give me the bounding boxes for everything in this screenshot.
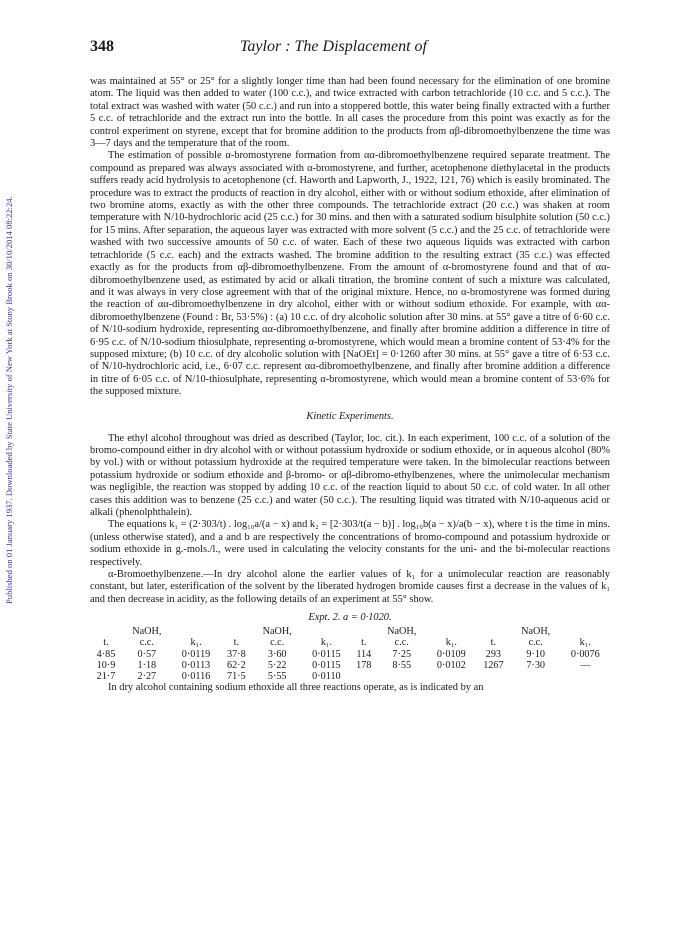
- table-cell: 178: [356, 659, 372, 671]
- table-cell: 293: [485, 648, 502, 660]
- body-paragraph: The ethyl alcohol throughout was dried as described (Taylor, loc. cit.). In each experiment, 100 c.c. of a solution of the bromo-compound either in dry alcohol with or without potassium hydroxide or sodium ethoxide, or in aqueous alcohol (80% by vol.) with or without potassium hydroxide at the required temperature were taken. In the bimolecular reactions between potassium hydroxide or sodium ethoxide and β-bromo- or αβ-dibromo-ethylbenzenes, where the unimolecular mechanism was negligible, the reaction was stopped by adding 10 c.c. of the reaction liquid to about 50 c.c. of cold water. In all other cases this addition was to benzene (25 c.c.) and water (50 c.c.). The resulting liquid was titrated with N/10-aqueous acid or alkali (phenolphthalein).: [90, 432, 610, 518]
- table-header-row: [90, 626, 610, 637]
- article-body: [90, 76, 610, 695]
- table-cell: 21·7: [96, 671, 116, 683]
- column-header: [427, 626, 476, 637]
- table-cell: 0·0102: [436, 659, 466, 671]
- body-paragraph: The estimation of possible α-bromostyrene formation from αα-dibromoethylbenzene required separate treatment. The compound as prepared was always associated with α-bromostyrene, and further, acetophenone diethylacetal in the products suffers ready acid hydrolysis to acetophenone (cf. Haworth and Lapworth, J., 1922, 121, 76) which is easily brominated. The procedure was to extract the products of reaction in dry alcohol, either with or without sodium ethoxide, after elimination of two bromine atoms, exactly as with the other three compounds. The tetrachloride extract (20 c.c.) was shaken at room temperature with N/10-hydrochloric acid (25 c.c.) for 30 mins. and then with a saturated sodium bisulphite solution (50 c.c.) for 15 mins. After separation, the aqueous layer was extracted with more solvent (5 c.c.) and the 25 c.c. of tetrachloride were washed with two successive amounts of 50 c.c. of water. Each of these two aqueous liquids was extracted with carbon tetrachloride (5 c.c. each) and the extracts washed. The bromine addition to the resulting extract (35 c.c.) was effected exactly as for the products from αβ-dibromoethylbenzene. From the amount of α-bromostyrene found and that of αα-dibromoethylbenzene used, as estimated by acid or alkali titration, the bromine content of such a mixture was calculated, and it was always in very close agreement with that of the original mixture. Hence, no α-bromostyrene was formed during the reaction of αα-dibromoethylbenzene in dry alcohol, either with or without sodium ethoxide. For example, with αα-dibromoethylbenzene (Found : Br, 53·5%) : (a) 10 c.c. of dry alcoholic solution after 30 mins. at 55° gave a titre of 6·60 c.c. of N/10-sodium hydroxide, representing αα-dibromoethylbenzene, and finally after bromine addition a difference in titre of 6·95 c.c. of N/10-sodium thiosulphate, representing α-bromostyrene, which would mean a bromine content of 53·4% for the supposed mixture; (b) 10 c.c. of dry alcoholic solution with [NaOEt] = 0·1260 after 30 mins. at 55° gave a titre of 6·53 c.c. of N/10-hydrochloric acid, i.e., 6·07 c.c. represent αα-dibromoethylbenzene, and finally after bromine addition a difference in titre of 6·05 c.c. of N/10-thiosulphate, representing α-bromostyrene, which would mean a bromine content of 53·6% for the supposed mixture.: [90, 150, 610, 398]
- column-header: [220, 626, 252, 637]
- table-cell: [476, 671, 511, 682]
- table-cell: 114: [356, 648, 372, 660]
- table-cell: 1·18: [137, 659, 157, 671]
- column-header: t.: [233, 637, 240, 649]
- table-cell: 10·9: [96, 659, 116, 671]
- table-cell: [511, 671, 561, 682]
- column-header: c.c.: [139, 637, 154, 649]
- table-cell: 0·0109: [436, 648, 466, 660]
- column-header: [561, 626, 610, 637]
- column-header: [302, 626, 351, 637]
- column-header: c.c.: [394, 637, 409, 649]
- table-cell: 1267: [483, 659, 504, 671]
- table-cell: [427, 671, 476, 682]
- column-header: [476, 626, 511, 637]
- table-cell: 0·0110: [312, 671, 341, 683]
- table-cell: 2·27: [137, 671, 157, 683]
- column-header: [351, 626, 377, 637]
- table-cell: [561, 671, 610, 682]
- table-cell: 7·30: [526, 659, 546, 671]
- column-header: t.: [103, 637, 109, 649]
- table-row: [90, 649, 610, 660]
- column-header: NaOH,: [521, 626, 551, 638]
- column-header: k₁.: [579, 637, 591, 649]
- column-header: t.: [490, 637, 497, 649]
- column-header: t.: [361, 637, 367, 649]
- column-header: NaOH,: [262, 626, 292, 638]
- table-cell: 7·25: [392, 648, 412, 660]
- column-header: c.c.: [528, 637, 543, 649]
- table-cell: 37·8: [226, 648, 246, 660]
- column-header: c.c.: [270, 637, 285, 649]
- column-header: NaOH,: [132, 626, 162, 638]
- table-cell: 4·85: [96, 648, 116, 660]
- equation-paragraph: The equations k₁ = (2·303/t) . log₁₀a/(a − x) and k₂ = [2·303/t(a − b)] . log₁₀b(a − x)/a(b − x), where t is the time in mins. (unless otherwise stated), and a and b are respectively the concentrations of bromo-compound and potassium hydroxide or sodium ethoxide in g.-mols./l., were used in calculating the velocity constants for the uni- and the bi-molecular reactions respectively.: [90, 519, 610, 568]
- section-title: Kinetic Experiments.: [306, 410, 394, 422]
- experiment-table: [90, 626, 610, 682]
- experiment-caption: Expt. 2. a = 0·1020.: [308, 612, 392, 624]
- table-cell: 0·0113: [181, 659, 211, 671]
- table-row: [90, 660, 610, 671]
- table-cell: 0·0076: [570, 648, 600, 660]
- column-header: [172, 626, 221, 637]
- column-header: NaOH,: [387, 626, 417, 638]
- table-cell: —: [580, 659, 591, 671]
- table-row: [90, 671, 610, 682]
- table-cell: 0·0115: [312, 648, 341, 660]
- table-cell: 5·55: [267, 671, 287, 683]
- table-cell: 0·0116: [181, 671, 211, 683]
- table-cell: 71·5: [226, 671, 246, 683]
- table-cell: [351, 671, 377, 682]
- table-cell: 3·60: [267, 648, 287, 660]
- column-header: [90, 626, 122, 637]
- table-cell: 9·10: [526, 648, 546, 660]
- body-paragraph: In dry alcohol containing sodium ethoxide all three reactions operate, as is indicated by an: [108, 682, 484, 694]
- table-cell: 0·0119: [181, 648, 211, 660]
- column-header: k₁.: [445, 637, 457, 649]
- body-paragraph: α-Bromoethylbenzene.—In dry alcohol alone the earlier values of k₁ for a unimolecular reaction are reasonably constant, but later, esterification of the solvent by the liberated hydrogen bromide causes first a decrease in the values of k₁ and then decrease in acidity, as the following details of an experiment at 55° show.: [90, 569, 610, 605]
- body-paragraph: was maintained at 55° or 25° for a slightly longer time than had been found necessary for the elimination of one bromine atom. The liquid was then added to water (100 c.c.), and twice extracted with carbon tetrachloride (10 c.c. and 5 c.c.). The total extract was washed with water (50 c.c.) and run into a stoppered bottle, this water being finally extracted with a further 5 c.c. of tetrachloride and the extract run into the bottle. In all cases the procedure from this point was exactly as for the control experiment on styrene, except that for bromine addition to the products from αβ-dibromoethylbenzene the time was 3—7 days and the temperature that of the room.: [90, 76, 610, 150]
- table-header-row: [90, 637, 610, 648]
- provenance-sidenote: Published on 01 January 1937. Downloaded by State University of New York at Stony Brook on 30/10/2014 08:22:24.: [4, 196, 14, 604]
- table-cell: 62·2: [226, 659, 246, 671]
- page-header: [90, 38, 610, 60]
- column-header: k₁.: [320, 637, 333, 649]
- column-header: k₁.: [190, 637, 202, 649]
- table-cell: 5·22: [267, 659, 287, 671]
- page-number: 348: [90, 38, 114, 55]
- running-title: Taylor : The Displacement of: [240, 38, 427, 55]
- table-cell: 8·55: [392, 659, 412, 671]
- table-cell: [377, 671, 427, 682]
- table-cell: 0·57: [137, 648, 157, 660]
- table-cell: 0·0115: [312, 659, 341, 671]
